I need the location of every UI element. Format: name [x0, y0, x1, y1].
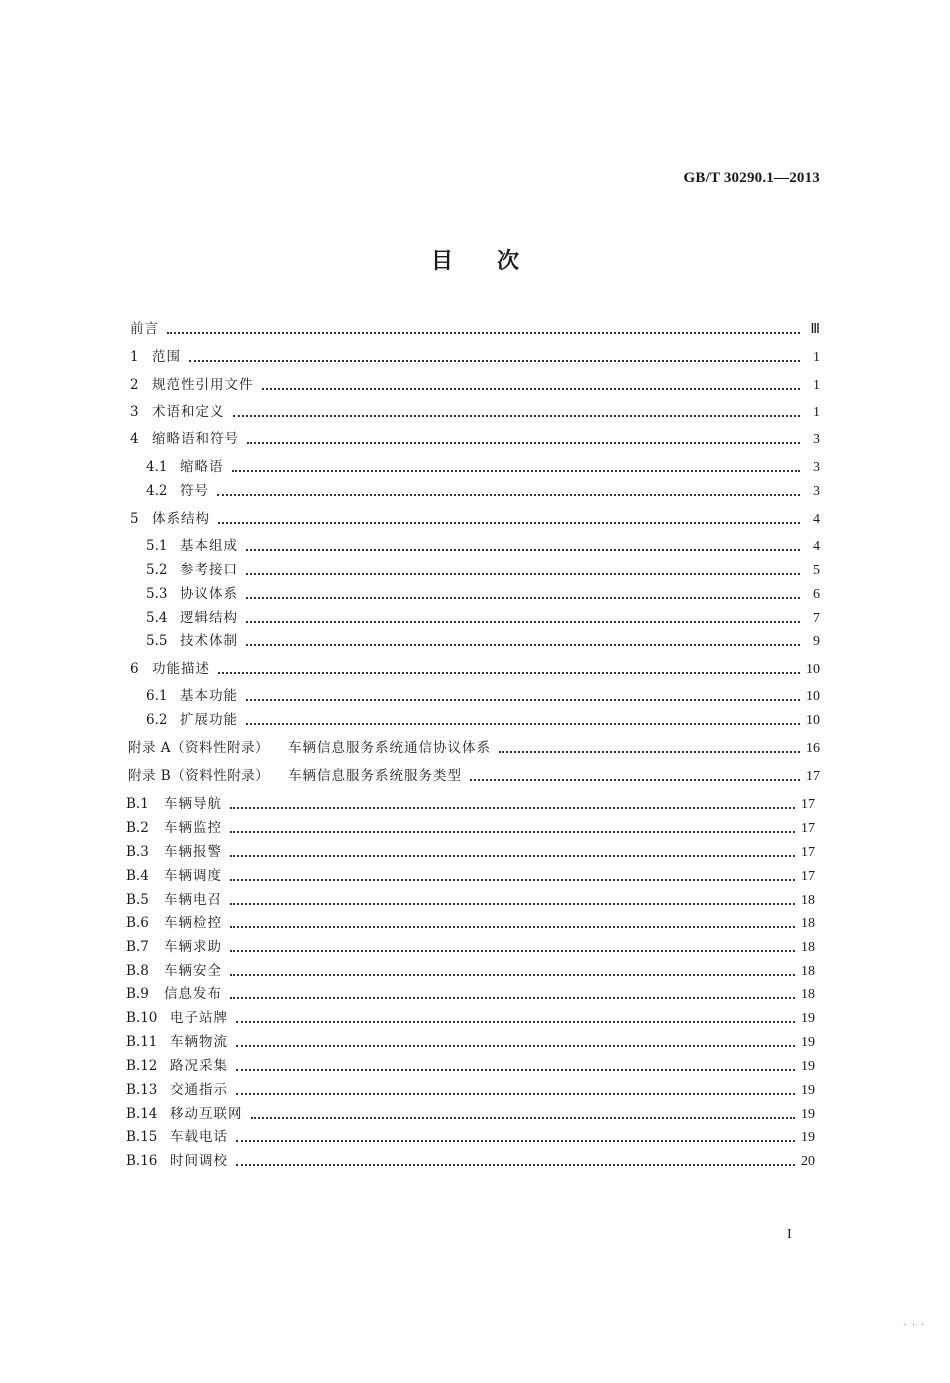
toc-entry-page: Ⅲ	[810, 322, 820, 337]
toc-entry[interactable]	[130, 510, 820, 529]
toc-entry[interactable]	[126, 1057, 815, 1076]
toc-entry[interactable]	[126, 985, 815, 1004]
toc-entry-number: 1	[130, 349, 139, 365]
toc-entry-number: B.9	[126, 986, 149, 1002]
toc-entry-label: 时间调校	[170, 1153, 228, 1169]
toc-leader-dots	[236, 1069, 795, 1071]
toc-entry-page: 19	[801, 1059, 815, 1074]
toc-entry-number: 5.5	[146, 633, 168, 649]
toc-entry-number: B.11	[126, 1034, 158, 1050]
toc-entry-number: 2	[130, 377, 139, 393]
toc-entry-number: B.13	[126, 1082, 158, 1098]
toc-entry[interactable]	[126, 843, 815, 862]
toc-leader-dots	[246, 644, 800, 646]
toc-entry-label: 基本组成	[180, 538, 238, 554]
toc-entry-number: 6.1	[146, 688, 168, 704]
toc-leader-dots	[236, 1021, 795, 1023]
toc-leader-dots	[230, 997, 795, 999]
toc-entry[interactable]	[130, 660, 820, 679]
toc-entry[interactable]	[126, 795, 815, 814]
toc-leader-dots	[218, 522, 800, 524]
toc-leader-dots	[246, 699, 800, 701]
toc-entry-number: B.8	[126, 963, 149, 979]
toc-entry[interactable]	[126, 867, 815, 886]
toc-entry[interactable]	[128, 739, 820, 758]
toc-title: 目次	[430, 249, 563, 274]
toc-leader-dots	[246, 723, 800, 725]
toc-leader-dots	[230, 855, 795, 857]
toc-entry[interactable]	[146, 537, 820, 556]
toc-entry[interactable]	[126, 819, 815, 838]
toc-leader-dots	[230, 950, 795, 952]
toc-entry-number: B.6	[126, 915, 149, 931]
toc-entry-page: 17	[801, 821, 815, 836]
toc-entry[interactable]	[126, 1128, 815, 1147]
toc-entry-label: 车辆安全	[164, 963, 222, 979]
toc-entry-number: 5.1	[146, 538, 168, 554]
toc-entry-page: 3	[813, 460, 820, 475]
toc-entry[interactable]	[146, 609, 820, 628]
toc-entry-page: 19	[801, 1107, 815, 1122]
toc-leader-dots	[232, 470, 801, 472]
toc-entry[interactable]	[130, 430, 820, 449]
toc-entry-number: 5.4	[146, 610, 168, 626]
toc-entry-number: 5	[130, 511, 139, 527]
toc-entry-page: 19	[801, 1011, 815, 1026]
toc-entry-label: 车辆监控	[164, 820, 222, 836]
toc-leader-dots	[246, 549, 800, 551]
toc-entry-page: 4	[813, 512, 820, 527]
toc-entry-page: 19	[801, 1130, 815, 1145]
toc-entry-page: 18	[801, 940, 815, 955]
toc-entry-label: 交通指示	[170, 1082, 228, 1098]
toc-entry-label: 前言	[130, 321, 159, 337]
toc-entry-label: 技术体制	[180, 633, 238, 649]
toc-entry-number: 5.3	[146, 586, 168, 602]
toc-entry-number: 4.2	[146, 483, 168, 499]
toc-entry-label: 车辆信息服务系统服务类型	[288, 768, 462, 784]
toc-entry-number: 附录 B（资料性附录）	[128, 768, 270, 784]
toc-entry-label: 车辆信息服务系统通信协议体系	[288, 740, 491, 756]
toc-entry-number: B.2	[126, 820, 149, 836]
toc-entry-label: 车辆检控	[164, 915, 222, 931]
toc-entry[interactable]	[130, 320, 820, 339]
toc-entry-label: 车辆电召	[164, 892, 222, 908]
toc-entry[interactable]	[146, 482, 820, 501]
toc-entry-page: 4	[813, 539, 820, 554]
toc-entry-page: 1	[813, 350, 820, 365]
toc-leader-dots	[217, 494, 800, 496]
toc-entry-label: 逻辑结构	[180, 610, 238, 626]
toc-entry-label: 车辆报警	[164, 844, 222, 860]
toc-entry[interactable]	[126, 962, 815, 981]
toc-entry[interactable]	[126, 1152, 815, 1171]
toc-leader-dots	[230, 807, 795, 809]
toc-leader-dots	[499, 751, 800, 753]
toc-entry[interactable]	[146, 687, 820, 706]
toc-entry-label: 符号	[180, 483, 209, 499]
toc-leader-dots	[251, 1117, 796, 1119]
toc-entry-page: 18	[801, 964, 815, 979]
toc-entry-label: 电子站牌	[170, 1010, 228, 1026]
toc-leader-dots	[230, 974, 795, 976]
toc-entry-number: B.4	[126, 868, 149, 884]
toc-entry-page: 5	[813, 563, 820, 578]
toc-leader-dots	[236, 1164, 795, 1166]
toc-entry-page: 18	[801, 916, 815, 931]
toc-entry-label: 缩略语	[180, 459, 224, 475]
toc-entry[interactable]	[126, 1033, 815, 1052]
toc-leader-dots	[230, 903, 795, 905]
toc-entry-number: B.10	[126, 1010, 158, 1026]
toc-entry-label: 移动互联网	[170, 1106, 243, 1122]
page-number: I	[787, 1227, 792, 1242]
toc-entry-page: 19	[801, 1083, 815, 1098]
toc-entry-number: B.5	[126, 892, 149, 908]
toc-leader-dots	[189, 360, 800, 362]
toc-entry-label: 车辆物流	[170, 1034, 228, 1050]
toc-entry-number: 5.2	[146, 562, 168, 578]
toc-entry-label: 参考接口	[180, 562, 238, 578]
toc-entry-number: 4.1	[146, 459, 168, 475]
toc-entry-page: 19	[801, 1035, 815, 1050]
toc-entry-number: B.1	[126, 796, 149, 812]
toc-leader-dots	[470, 779, 800, 781]
scan-mark: . . .	[903, 1318, 926, 1327]
toc-entry-page: 18	[801, 893, 815, 908]
toc-entry-page: 3	[813, 432, 820, 447]
toc-entry-label: 信息发布	[164, 986, 222, 1002]
toc-entry-number: B.7	[126, 939, 149, 955]
toc-entry-number: B.15	[126, 1129, 158, 1145]
toc-entry[interactable]	[146, 561, 820, 580]
toc-leader-dots	[230, 926, 795, 928]
toc-entry-number: B.16	[126, 1153, 158, 1169]
toc-leader-dots	[236, 1045, 795, 1047]
toc-entry-label: 路况采集	[170, 1058, 228, 1074]
toc-entry[interactable]	[146, 632, 820, 651]
toc-leader-dots	[247, 442, 800, 444]
toc-leader-dots	[262, 388, 801, 390]
toc-entry-number: 附录 A（资料性附录）	[128, 740, 270, 756]
toc-entry-page: 10	[806, 689, 820, 704]
toc-entry-page: 16	[806, 741, 820, 756]
toc-entry-label: 体系结构	[152, 511, 210, 527]
toc-entry[interactable]	[126, 914, 815, 933]
toc-entry-number: B.3	[126, 844, 149, 860]
toc-leader-dots	[236, 1140, 795, 1142]
toc-entry-label: 扩展功能	[180, 712, 238, 728]
toc-entry-page: 18	[801, 987, 815, 1002]
toc-entry[interactable]	[128, 767, 820, 786]
toc-entry-page: 10	[806, 713, 820, 728]
toc-entry-number: B.14	[126, 1106, 158, 1122]
toc-leader-dots	[246, 597, 800, 599]
toc-entry[interactable]	[126, 891, 815, 910]
toc-entry-page: 6	[813, 587, 820, 602]
toc-entry[interactable]	[146, 711, 820, 730]
toc-leader-dots	[246, 573, 800, 575]
toc-entry-page: 9	[813, 634, 820, 649]
toc-entry-label: 功能描述	[152, 661, 210, 677]
toc-entry[interactable]	[126, 1081, 815, 1100]
toc-entry-label: 规范性引用文件	[152, 377, 254, 393]
toc-leader-dots	[233, 415, 801, 417]
toc-entry-label: 术语和定义	[152, 404, 225, 420]
toc-entry-label: 范围	[152, 349, 181, 365]
toc-entry-page: 10	[806, 662, 820, 677]
toc-entry-page: 1	[813, 378, 820, 393]
toc-entry-number: B.12	[126, 1058, 158, 1074]
toc-leader-dots	[236, 1093, 795, 1095]
toc-entry[interactable]	[130, 403, 820, 422]
toc-leader-dots	[230, 879, 795, 881]
toc-entry[interactable]	[130, 376, 820, 395]
toc-entry-label: 车辆求助	[164, 939, 222, 955]
toc-entry[interactable]	[126, 1105, 815, 1124]
toc-entry-number: 3	[130, 404, 139, 420]
toc-entry-page: 17	[801, 845, 815, 860]
toc-entry-label: 车载电话	[170, 1129, 228, 1145]
toc-entry-page: 20	[801, 1154, 815, 1169]
toc-entry-label: 车辆调度	[164, 868, 222, 884]
toc-entry-label: 基本功能	[180, 688, 238, 704]
toc-entry-page: 17	[801, 797, 815, 812]
toc-entry-number: 6.2	[146, 712, 168, 728]
toc-entry-page: 1	[813, 405, 820, 420]
toc-entry-label: 协议体系	[180, 586, 238, 602]
toc-entry[interactable]	[146, 458, 820, 477]
toc-entry-page: 17	[801, 869, 815, 884]
toc-entry-page: 7	[813, 611, 820, 626]
toc-entry-page: 3	[813, 484, 820, 499]
toc-entry-page: 17	[806, 769, 820, 784]
toc-entry[interactable]	[146, 585, 820, 604]
toc-entry-number: 4	[130, 431, 139, 447]
toc-leader-dots	[230, 831, 795, 833]
standard-code: GB/T 30290.1—2013	[683, 170, 820, 186]
toc-entry-label: 车辆导航	[164, 796, 222, 812]
toc-entry[interactable]	[130, 348, 820, 367]
toc-entry-number: 6	[130, 661, 139, 677]
toc-leader-dots	[246, 621, 800, 623]
toc-leader-dots	[167, 332, 800, 334]
toc-leader-dots	[218, 672, 800, 674]
toc-entry[interactable]	[126, 1009, 815, 1028]
toc-entry[interactable]	[126, 938, 815, 957]
toc-entry-label: 缩略语和符号	[152, 431, 239, 447]
